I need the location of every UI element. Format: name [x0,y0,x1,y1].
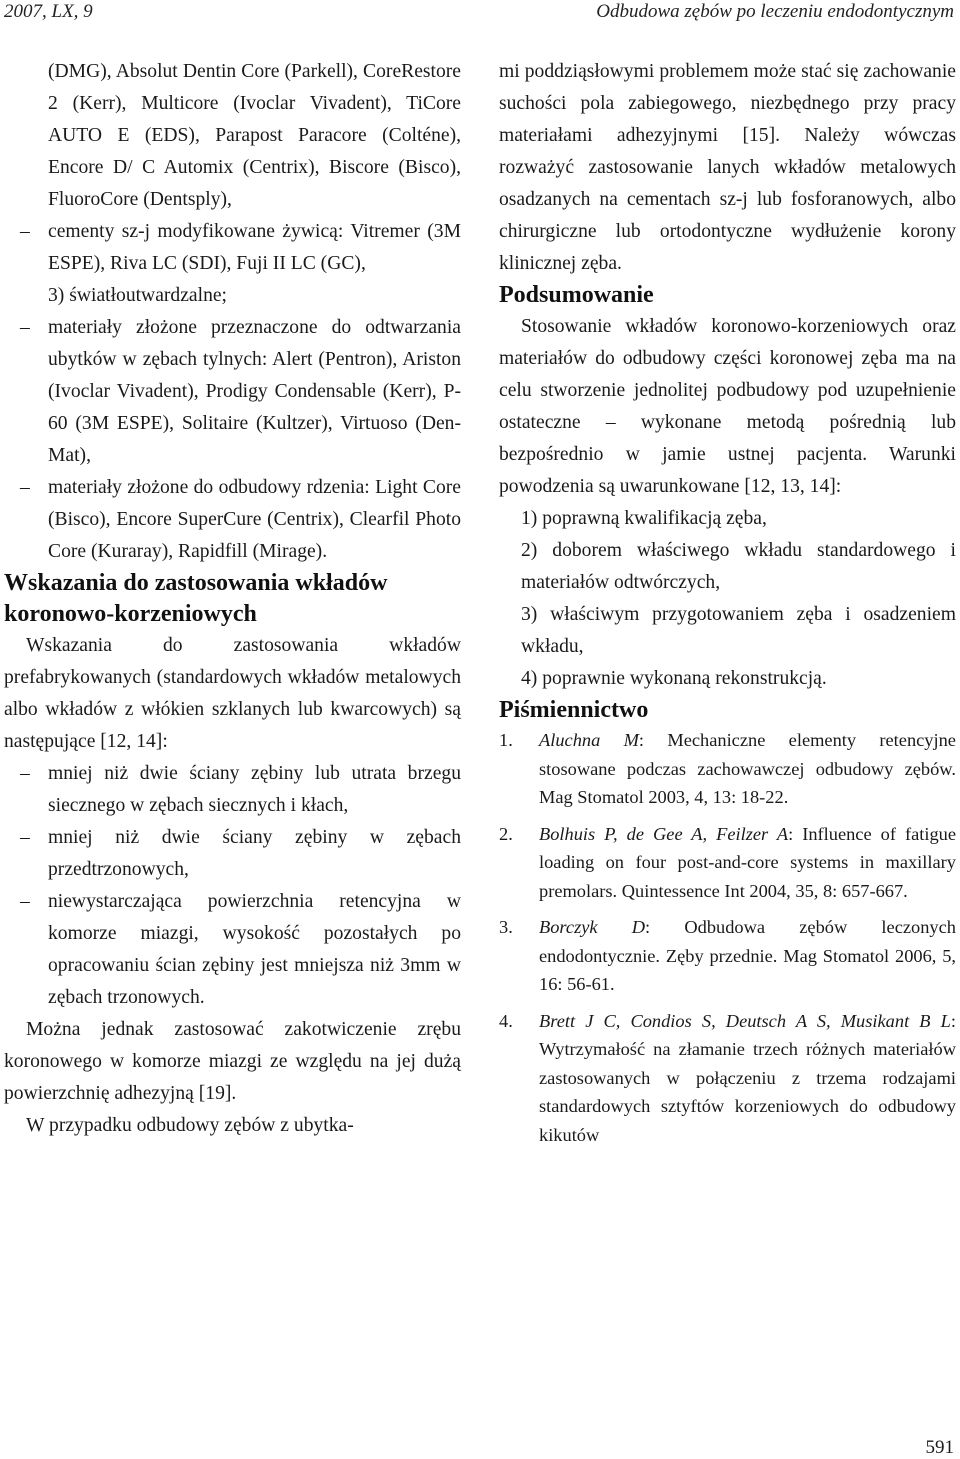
page-number: 591 [925,1437,954,1458]
reference-text: : Influence of fatigue loading on four post-and-core systems in maxillary premolars. Quintessence Int 2004, 35, 8: 657-667. [539,823,956,901]
reference-number: 2. [499,823,513,844]
section-heading-references: Piśmiennictwo [499,697,649,723]
reference-number: 4. [499,1010,513,1031]
dash-list-composites [4,312,461,568]
dash-list-resin-modified [4,216,461,280]
list-item: – mniej niż dwie ściany zębiny lub utrata brzegu siecznego w zębach siecznych i kłach, [4,758,461,822]
paragraph: Stosowanie wkładów koronowo-korzeniowych oraz materiałów do odbudowy części koronowej zęba ma na celu stworzenie jednolitej podbudowy pod uzupełnienie ostateczne – wykonane metodą pośrednią lub bezpośrednio w jamie ustnej pacjenta. Warunki powodzenia są uwarunkowane [12, 13, 14]: [499,316,956,497]
section-heading-indications: Wskazania do zastosowania wkładów koronowo-korzeniowych [4,570,388,627]
right-column [499,56,956,1157]
list-item: – materiały złożone do odbudowy rdzenia: Light Core (Bisco), Encore SuperCure (Centrix), Clearfil Photo Core (Kuraray), Rapidfill (Mirage). [4,472,461,568]
list-item: – cementy sz-j modyfikowane żywicą: Vitremer (3M ESPE), Riva LC (SDI), Fuji II LC (GC), [4,216,461,280]
paragraph: mi poddziąsłowymi problemem może stać się zachowanie suchości pola zabiegowego, niezbędnego przy pracy materiałami adhezyjnymi [15]. Należy wówczas rozważyć zastosowanie lanych wkładów metalowych osadzanych na cementach sz-j lub fosforanowych, albo chirurgiczne lub ortodontyczne wydłużenie korony klinicznej zęba. [499,61,956,274]
reference-number: 3. [499,917,513,937]
reference-list [499,726,956,1149]
running-head-issue: 2007, LX, 9 [4,1,93,22]
conditions-list [499,503,956,695]
section-heading-summary: Podsumowanie [499,282,654,308]
reference-number: 1. [499,730,513,750]
list-item: 4) poprawnie wykonaną rekonstrukcją. [521,668,827,689]
reference-authors: Brett J C, Condios S, Deutsch A S, Musikant B L [539,1010,951,1031]
running-head-title: Odbudowa zębów po leczeniu endodontycznym [596,1,954,22]
reference-item [499,726,956,812]
left-column [4,56,461,1142]
reference-text: : Wytrzymałość na złamanie trzech różnych materiałów zastosowanych w połączeniu z trzema rodzajami standardowych sztyftów korzeniowych do odbudowy kikutów [539,1010,956,1145]
running-head [0,0,960,30]
list-item: 3) właściwym przygotowaniem zęba i osadzeniem wkładu, [521,604,956,657]
paragraph: W przypadku odbudowy zębów z ubytka- [26,1115,354,1136]
list-item: – mniej niż dwie ściany zębiny w zębach przedtrzonowych, [4,822,461,886]
materials-list-continued: (DMG), Absolut Dentin Core (Parkell), CoreRestore 2 (Kerr), Multicore (Ivoclar Vivadent), TiCore AUTO E (EDS), Parapost Paracore (Colténe), Encore D/ C Automix (Centrix), Biscore (Bisco), FluoroCore (Dentsply), [48,61,461,210]
reference-authors: Borczyk D [539,917,646,937]
reference-item [499,1007,956,1150]
numbered-item-lightcured: 3) światłoutwardzalne; [48,285,228,306]
reference-authors: Bolhuis P, de Gee A, Feilzer A [539,823,789,844]
list-item: 2) doborem właściwego wkładu standardowego i materiałów odtwórczych, [521,540,956,593]
reference-item [499,820,956,906]
list-item: – niewystarczająca powierzchnia retencyjna w komorze miazgi, wysokość pozostałych po opracowaniu ścian zębiny jest mniejsza niż 3mm w zębach trzonowych. [4,886,461,1014]
list-item: 1) poprawną kwalifikacją zęba, [521,508,767,529]
reference-item [499,913,956,999]
list-item: – materiały złożone przeznaczone do odtwarzania ubytków w zębach tylnych: Alert (Pentron), Ariston (Ivoclar Vivadent), Prodigy Condensable (Kerr), P-60 (3M ESPE), Solitaire (Kultzer), Virtuoso (Den-Mat), [4,312,461,472]
paragraph: Wskazania do zastosowania wkładów prefabrykowanych (standardowych wkładów metalowych albo wkładów z włókien szklanych lub kwarcowych) są następujące [12, 14]: [4,635,461,752]
paragraph: Można jednak zastosować zakotwiczenie zrębu koronowego w komorze miazgi ze względu na jej dużą powierzchnię adhezyjną [19]. [4,1019,461,1104]
dash-list-indications [4,758,461,1014]
reference-text: : Mechaniczne elementy retencyjne stosowane podczas zachowawczej odbudowy zębów. Mag Stomatol 2003, 4, 13: 18-22. [539,730,956,807]
reference-authors: Aluchna M [539,730,639,750]
reference-text: : Odbudowa zębów leczonych endodontycznie. Zęby przednie. Mag Stomatol 2006, 5, 16: 56-61. [539,917,956,994]
